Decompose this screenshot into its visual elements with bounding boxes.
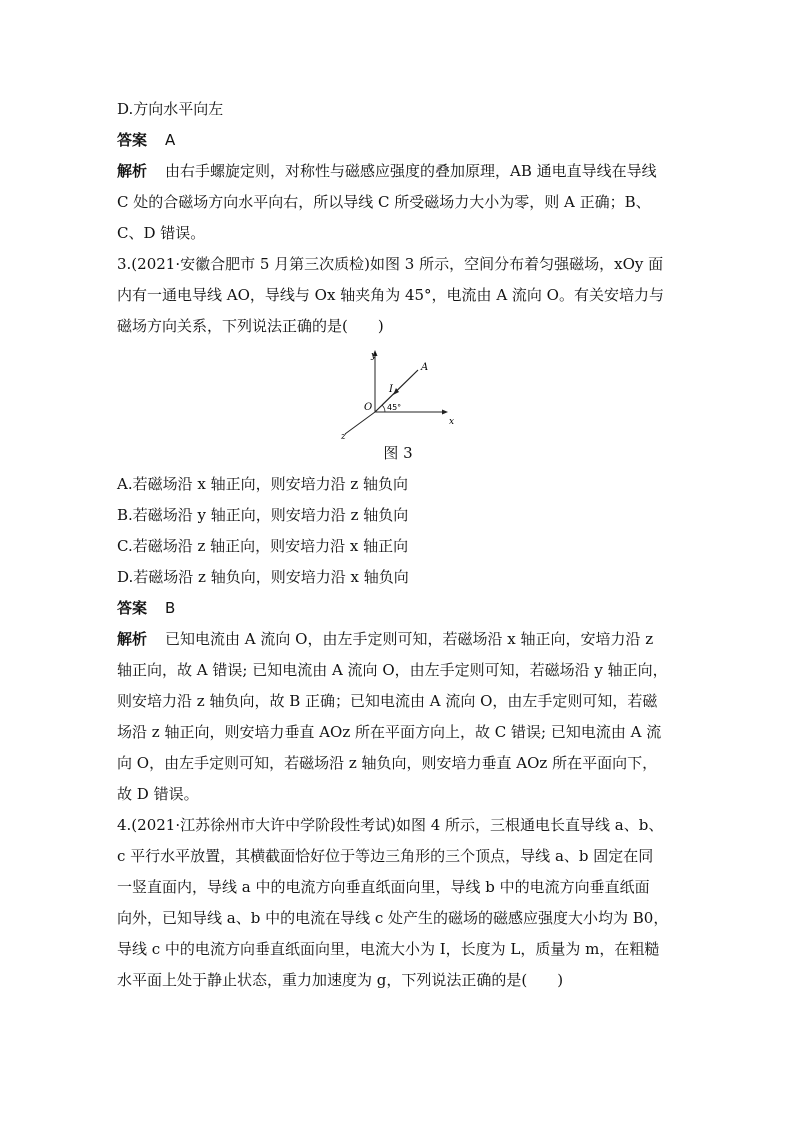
q3-analysis-line: 轴正向，故 A 错误; 已知电流由 A 流向 O，由左手定则可知，若磁场沿 y 轴正向， [117, 661, 668, 679]
q3-stem-line: 磁场方向关系，下列说法正确的是( ) [117, 317, 384, 335]
angle-label: 45° [387, 403, 402, 412]
q3-analysis-line: 故 D 错误。 [117, 785, 199, 803]
q3-option-d: D.若磁场沿 z 轴负向，则安培力沿 x 轴负向 [117, 568, 409, 586]
label-z: z [341, 432, 346, 442]
figure-caption: 图 3 [383, 444, 413, 462]
figure-3 [117, 342, 679, 442]
q3-answer [117, 593, 679, 624]
label-a: A [421, 362, 429, 373]
analysis-text: 由右手螺旋定则，对称性与磁感应强度的叠加原理，AB 通电直导线在导线 [165, 162, 657, 180]
document-page [117, 94, 679, 996]
q3-option-b: B.若磁场沿 y 轴正向，则安培力沿 z 轴负向 [117, 506, 409, 524]
q3-analysis-line: 向 O，由左手定则可知，若磁场沿 z 轴负向，则安培力垂直 AOz 所在平面向下， [117, 754, 658, 772]
answer-value: B [165, 599, 176, 617]
analysis-text: 已知电流由 A 流向 O，由左手定则可知，若磁场沿 x 轴正向，安培力沿 z [165, 630, 654, 648]
q2-analysis-line: C 处的合磁场方向水平向右，所以导线 C 所受磁场力大小为零，则 A 正确；B、 [117, 193, 651, 211]
label-y: y [371, 351, 377, 361]
analysis-label: 解析 [117, 630, 148, 648]
analysis-label: 解析 [117, 162, 148, 180]
prev-option-d: D.方向水平向左 [117, 100, 224, 118]
q2-analysis-line: C、D 错误。 [117, 224, 206, 242]
q4-stem-line: 一竖直面内，导线 a 中的电流方向垂直纸面向里，导线 b 中的电流方向垂直纸面 [117, 878, 650, 896]
q3-stem-line: 内有一通电导线 AO，导线与 Ox 轴夹角为 45°，电流由 A 流向 O。有关安培力与 [117, 286, 664, 304]
answer-value: A [165, 131, 176, 149]
q4-stem-line: 4.(2021·江苏徐州市大许中学阶段性考试)如图 4 所示，三根通电长直导线 a、b、 [117, 816, 664, 834]
q4-stem-line: 向外，已知导线 a、b 中的电流在导线 c 处产生的磁场的磁感应强度大小均为 B0， [117, 909, 669, 927]
q4-stem-line: 水平面上处于静止状态，重力加速度为 g，下列说法正确的是( ) [117, 971, 564, 989]
label-x: x [449, 417, 455, 427]
axis-diagram [335, 346, 475, 442]
answer-label: 答案 [117, 599, 148, 617]
q4-stem-line: c 平行水平放置，其横截面恰好位于等边三角形的三个顶点，导线 a、b 固定在同 [117, 847, 654, 865]
q2-analysis-line [117, 156, 679, 187]
answer-label: 答案 [117, 131, 148, 149]
q3-option-a: A.若磁场沿 x 轴正向，则安培力沿 z 轴负向 [117, 475, 409, 493]
q3-analysis-line [117, 624, 679, 655]
label-o: O [364, 402, 373, 413]
label-i: I [389, 384, 393, 395]
q2-answer [117, 125, 679, 156]
q3-analysis-line: 则安培力沿 z 轴负向，故 B 正确；已知电流由 A 流向 O，由左手定则可知，若磁 [117, 692, 658, 710]
q4-stem-line: 导线 c 中的电流方向垂直纸面向里，电流大小为 I，长度为 L，质量为 m，在粗糙 [117, 940, 660, 958]
q3-stem-line: 3.(2021·安徽合肥市 5 月第三次质检)如图 3 所示，空间分布着匀强磁场，xOy 面 [117, 255, 664, 273]
q3-analysis-line: 场沿 z 轴正向，则安培力垂直 AOz 所在平面方向上，故 C 错误; 已知电流由 A 流 [117, 723, 662, 741]
q3-option-c: C.若磁场沿 z 轴正向，则安培力沿 x 轴正向 [117, 537, 409, 555]
